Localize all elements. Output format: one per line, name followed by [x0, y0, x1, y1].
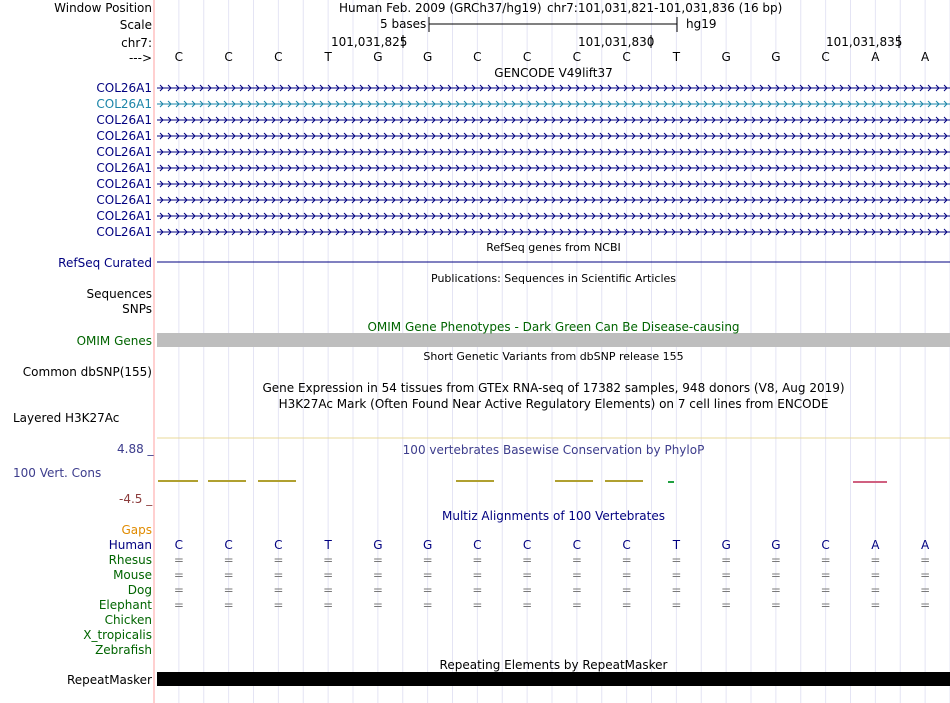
human-base: C — [622, 538, 631, 552]
ruler-base: C — [174, 50, 184, 64]
human-base: A — [921, 538, 930, 552]
alignment-match: = — [621, 553, 632, 567]
alignment-match: = — [820, 553, 831, 567]
chrom-label: chr7: — [121, 36, 152, 50]
repeatmasker-title: Repeating Elements by RepeatMasker — [439, 658, 668, 672]
gaps-label[interactable]: Gaps — [121, 523, 152, 537]
gencode-transcript-label[interactable]: COL26A1 — [96, 97, 152, 111]
alignment-match: = — [621, 583, 632, 597]
alignment-match: = — [770, 583, 781, 597]
human-base: G — [771, 538, 781, 552]
alignment-match: = — [422, 598, 433, 612]
omim-gene-bar[interactable] — [157, 333, 950, 347]
gencode-transcript-label[interactable]: COL26A1 — [96, 81, 152, 95]
alignment-match: = — [522, 568, 533, 582]
ruler-base: T — [672, 50, 681, 64]
scale-db: hg19 — [686, 17, 717, 31]
assembly-text: Human Feb. 2009 (GRCh37/hg19) — [339, 1, 542, 15]
h3k27ac-label[interactable]: Layered H3K27Ac — [13, 411, 120, 425]
species-label-chicken[interactable]: Chicken — [104, 613, 152, 627]
alignment-match: = — [223, 568, 234, 582]
alignment-match: = — [173, 583, 184, 597]
alignment-match: = — [671, 568, 682, 582]
gencode-transcript-label[interactable]: COL26A1 — [96, 129, 152, 143]
alignment-match: = — [323, 583, 334, 597]
phylop-min-label: -4.5 _ — [119, 492, 153, 506]
alignment-match: = — [422, 568, 433, 582]
alignment-match: = — [173, 568, 184, 582]
alignment-match: = — [273, 553, 284, 567]
coord-tick-3: 101,031,835 — [826, 35, 903, 49]
alignment-match: = — [472, 568, 483, 582]
omim-label[interactable]: OMIM Genes — [76, 334, 152, 348]
ruler-base: C — [224, 50, 233, 64]
gencode-title: GENCODE V49lift37 — [494, 66, 613, 80]
ruler-base: T — [324, 50, 332, 64]
alignment-match: = — [721, 583, 732, 597]
alignment-match: = — [920, 583, 931, 597]
alignment-match: = — [223, 598, 234, 612]
multiz-title: Multiz Alignments of 100 Vertebrates — [441, 509, 666, 523]
alignment-match: = — [820, 598, 831, 612]
phylop-max-label: 4.88 _ — [117, 442, 154, 456]
gencode-transcript-label[interactable]: COL26A1 — [96, 161, 152, 175]
gencode-transcript-label[interactable]: COL26A1 — [96, 113, 152, 127]
human-base: C — [572, 538, 582, 552]
species-label-elephant[interactable]: Elephant — [98, 598, 152, 612]
alignment-match: = — [372, 568, 383, 582]
human-base: C — [821, 538, 830, 552]
omim-title: OMIM Gene Phenotypes - Dark Green Can Be Disease-causing — [367, 320, 740, 334]
alignment-match: = — [422, 583, 433, 597]
alignment-match: = — [621, 568, 632, 582]
alignment-match: = — [671, 598, 682, 612]
ruler-base: C — [821, 50, 830, 64]
gtex-title: Gene Expression in 54 tissues from GTEx RNA-seq of 17382 samples, 948 donors (V8, Aug 2019) — [262, 381, 845, 395]
alignment-match: = — [721, 598, 732, 612]
gencode-transcript-label[interactable]: COL26A1 — [96, 145, 152, 159]
human-base: C — [473, 538, 482, 552]
species-label-dog[interactable]: Dog — [127, 583, 152, 597]
species-label-mouse[interactable]: Mouse — [113, 568, 152, 582]
ruler-base: G — [373, 50, 383, 64]
human-base: C — [174, 538, 184, 552]
strand-label: ---> — [128, 51, 152, 65]
species-label-human[interactable]: Human — [108, 538, 152, 552]
alignment-match: = — [173, 598, 184, 612]
human-base: C — [274, 538, 283, 552]
alignment-match: = — [721, 568, 732, 582]
ruler-base: C — [274, 50, 283, 64]
ruler-base: C — [572, 50, 582, 64]
alignment-match: = — [870, 583, 881, 597]
human-base: T — [324, 538, 332, 552]
gencode-transcript-label[interactable]: COL26A1 — [96, 225, 152, 239]
alignment-match: = — [472, 583, 483, 597]
alignment-match: = — [920, 598, 931, 612]
alignment-match: = — [223, 553, 234, 567]
alignment-match: = — [920, 568, 931, 582]
alignment-match: = — [522, 598, 533, 612]
alignment-match: = — [820, 568, 831, 582]
refseq-label[interactable]: RefSeq Curated — [58, 256, 152, 270]
human-base: A — [871, 538, 880, 552]
alignment-match: = — [870, 598, 881, 612]
ruler-base: G — [771, 50, 781, 64]
alignment-match: = — [522, 583, 533, 597]
alignment-match: = — [571, 583, 582, 597]
human-base: G — [721, 538, 731, 552]
alignment-match: = — [273, 598, 284, 612]
alignment-match: = — [721, 553, 732, 567]
alignment-match: = — [621, 598, 632, 612]
ruler-base: C — [622, 50, 631, 64]
alignment-match: = — [472, 553, 483, 567]
species-label-x_tropicalis[interactable]: X_tropicalis — [83, 628, 152, 642]
alignment-match: = — [323, 553, 334, 567]
gencode-transcript-label[interactable]: COL26A1 — [96, 209, 152, 223]
human-base: G — [422, 538, 433, 552]
alignment-match: = — [223, 583, 234, 597]
position-text[interactable]: chr7:101,031,821-101,031,836 (16 bp) — [547, 1, 783, 15]
ruler-base: C — [522, 50, 532, 64]
alignment-match: = — [870, 568, 881, 582]
alignment-match: = — [173, 553, 184, 567]
species-label-rhesus[interactable]: Rhesus — [108, 553, 152, 567]
dbsnp-title: Short Genetic Variants from dbSNP release 155 — [423, 350, 684, 363]
alignment-match: = — [273, 583, 284, 597]
alignment-match: = — [372, 553, 383, 567]
refseq-title: RefSeq genes from NCBI — [486, 241, 621, 254]
alignment-match: = — [372, 583, 383, 597]
alignment-match: = — [820, 583, 831, 597]
alignment-match: = — [671, 553, 682, 567]
human-base: T — [672, 538, 681, 552]
alignment-match: = — [323, 598, 334, 612]
repeatmasker-bar[interactable] — [157, 672, 950, 686]
human-base: C — [522, 538, 532, 552]
human-base: C — [224, 538, 233, 552]
ruler-base: A — [921, 50, 930, 64]
window-position-label: Window Position — [54, 1, 152, 15]
species-label-zebrafish[interactable]: Zebrafish — [95, 643, 152, 657]
alignment-match: = — [571, 568, 582, 582]
phylop-label[interactable]: 100 Vert. Cons — [13, 466, 102, 480]
gencode-transcript-label[interactable]: COL26A1 — [96, 193, 152, 207]
alignment-match: = — [571, 553, 582, 567]
alignment-match: = — [770, 553, 781, 567]
alignment-match: = — [770, 598, 781, 612]
alignment-match: = — [472, 598, 483, 612]
dbsnp-label[interactable]: Common dbSNP(155) — [22, 365, 152, 379]
sequences-label[interactable]: Sequences — [86, 287, 152, 301]
alignment-match: = — [870, 553, 881, 567]
alignment-match: = — [422, 553, 433, 567]
ruler-base: G — [422, 50, 433, 64]
snps-label[interactable]: SNPs — [122, 302, 152, 316]
publications-title: Publications: Sequences in Scientific Articles — [431, 272, 676, 285]
ruler-base: C — [473, 50, 482, 64]
h3k27ac-title: H3K27Ac Mark (Often Found Near Active Regulatory Elements) on 7 cell lines from ENCODE — [278, 397, 829, 411]
alignment-match: = — [770, 568, 781, 582]
coord-tick-1: 101,031,825 — [331, 35, 408, 49]
phylop-title: 100 vertebrates Basewise Conservation by PhyloP — [402, 443, 705, 457]
alignment-match: = — [522, 553, 533, 567]
scale-text: 5 bases — [380, 17, 427, 31]
alignment-match: = — [323, 568, 334, 582]
alignment-match: = — [372, 598, 383, 612]
gencode-transcript-label[interactable]: COL26A1 — [96, 177, 152, 191]
alignment-match: = — [273, 568, 284, 582]
alignment-match: = — [671, 583, 682, 597]
scale-label: Scale — [119, 18, 152, 32]
repeatmasker-label[interactable]: RepeatMasker — [66, 673, 152, 687]
alignment-match: = — [920, 553, 931, 567]
coord-tick-2: 101,031,830 — [578, 35, 655, 49]
human-base: G — [373, 538, 383, 552]
ruler-base: G — [721, 50, 731, 64]
alignment-match: = — [571, 598, 582, 612]
ruler-base: A — [871, 50, 880, 64]
